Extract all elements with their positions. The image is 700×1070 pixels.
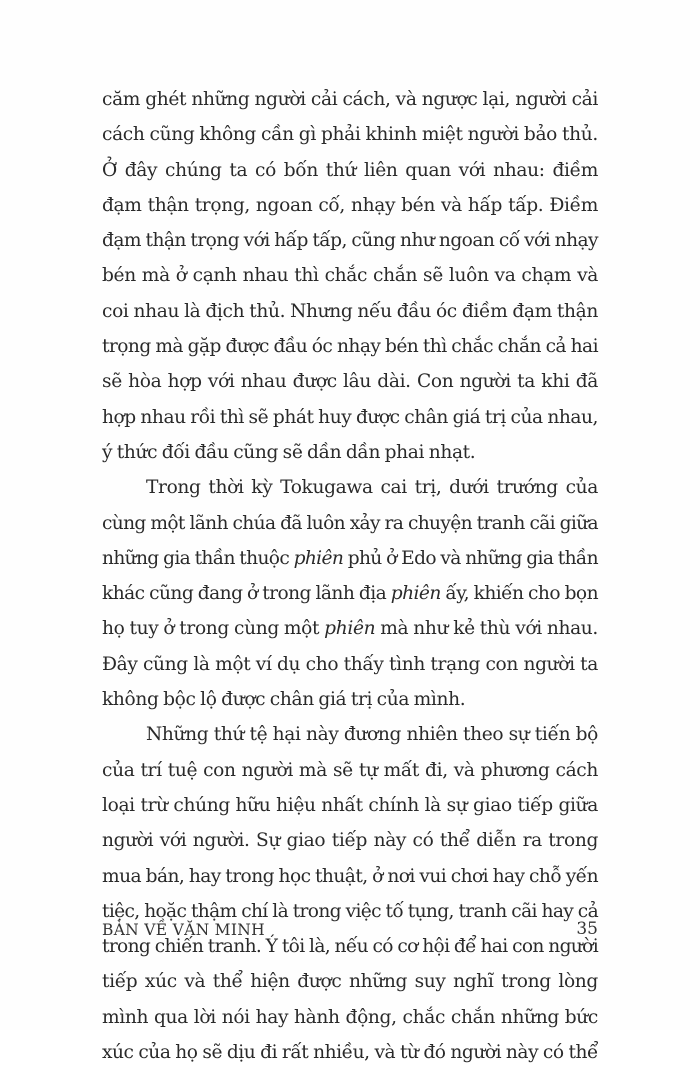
text-line — [102, 541, 598, 576]
text-segment: khác cũng đang ở trong lãnh địa — [102, 583, 391, 605]
text-line: ý thức đối đầu cũng sẽ dần dần phai nhạt. — [102, 441, 476, 463]
text-line: mua bán, hay trong học thuật, ở nơi vui chơi hay chỗ yến — [102, 865, 598, 887]
text-segment: phủ ở Edo và những gia thần — [343, 547, 598, 569]
italic-term: phiên — [324, 618, 376, 640]
text-line: trong chiến tranh. Ý tôi là, nếu có cơ hội để hai con người — [102, 936, 598, 958]
text-line: Đây cũng là một ví dụ cho thấy tình trạng con người ta — [102, 653, 598, 675]
text-line: hợp nhau rồi thì sẽ phát huy được chân giá trị của nhau, — [102, 406, 598, 428]
text-segment: mà như kẻ thù với nhau. — [375, 618, 598, 640]
text-line: loại trừ chúng hữu hiệu nhất chính là sự giao tiếp giữa — [102, 794, 598, 816]
text-line: Ở đây chúng ta có bốn thứ liên quan với nhau: điềm — [102, 159, 598, 181]
italic-term: phiên — [293, 547, 344, 569]
text-line: căm ghét những người cải cách, và ngược lại, người cải — [102, 89, 598, 110]
text-line: cùng một lãnh chúa đã luôn xảy ra chuyện tranh cãi giữa — [102, 512, 598, 534]
text-line — [102, 611, 598, 646]
text-line: người với người. Sự giao tiếp này có thể diễn ra trong — [102, 830, 598, 852]
text-line: mình qua lời nói hay hành động, chắc chắn những bức — [102, 1006, 598, 1028]
italic-term: phiên — [390, 583, 441, 605]
text-line: bén mà ở cạnh nhau thì chắc chắn sẽ luôn va chạm và — [102, 265, 598, 287]
text-line: cách cũng không cần gì phải khinh miệt người bảo thủ. — [102, 124, 598, 146]
text-line: xúc của họ sẽ dịu đi rất nhiều, và từ đó người này có thể — [102, 1042, 598, 1064]
text-line: tiệc, hoặc thậm chí là trong việc tố tụng, tranh cãi hay cả — [102, 900, 598, 922]
text-line: đạm thận trọng, ngoan cố, nhạy bén và hấp tấp. Điềm — [102, 194, 598, 216]
text-line: của trí tuệ con người mà sẽ tự mất đi, và phương cách — [102, 759, 598, 781]
text-line: sẽ hòa hợp với nhau được lâu dài. Con người ta khi đã — [102, 371, 598, 393]
running-footer-title: BÀN VỀ VĂN MINH — [102, 921, 265, 939]
text-segment: ấy, khiến cho bọn — [440, 583, 598, 605]
text-line: trọng mà gặp được đầu óc nhạy bén thì chắc chắn cả hai — [102, 336, 598, 358]
text-line: coi nhau là địch thủ. Nhưng nếu đầu óc điềm đạm thận — [102, 300, 598, 322]
text-segment: họ tuy ở trong cùng một — [102, 618, 325, 640]
text-segment: những gia thần thuộc — [102, 547, 294, 569]
text-line: đạm thận trọng với hấp tấp, cũng như ngoan cố với nhạy — [102, 230, 598, 252]
text-line — [102, 576, 598, 611]
text-line: tiếp xúc và thể hiện được những suy nghĩ trong lòng — [102, 971, 598, 993]
page-number: 35 — [576, 919, 598, 939]
text-line: Những thứ tệ hại này đương nhiên theo sự tiến bộ — [146, 724, 598, 746]
text-line: Trong thời kỳ Tokugawa cai trị, dưới trướng của — [146, 477, 598, 499]
text-line: không bộc lộ được chân giá trị của mình. — [102, 689, 466, 711]
